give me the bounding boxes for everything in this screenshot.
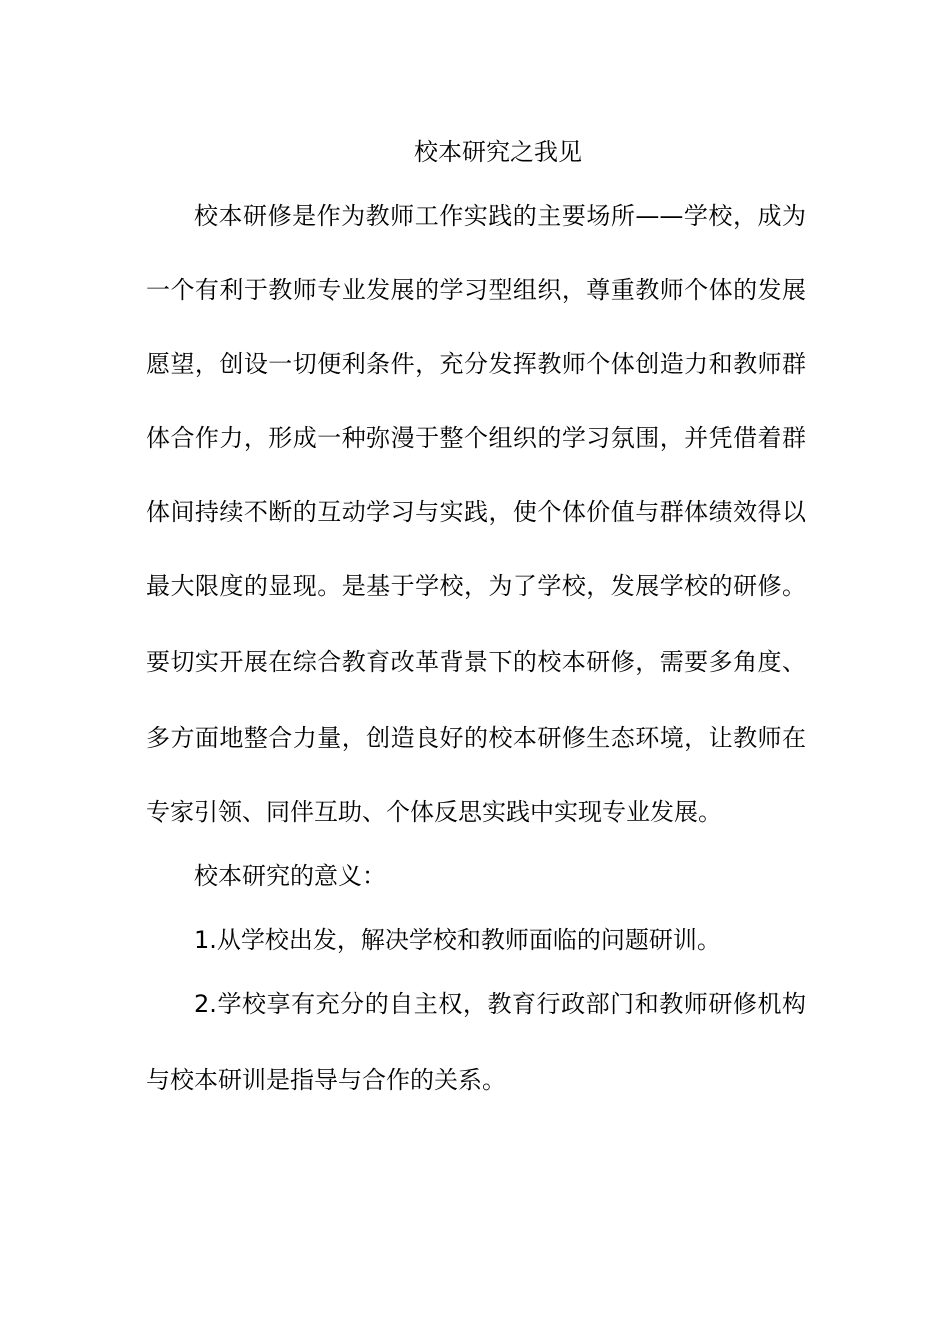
document-title: 校本研究之我见 <box>414 138 582 166</box>
paragraph-line: 校本研修是作为教师工作实践的主要场所——学校，成为 <box>194 202 806 230</box>
paragraph-line: 体间持续不断的互动学习与实践，使个体价值与群体绩效得以 <box>146 498 806 526</box>
paragraph-line: 多方面地整合力量，创造良好的校本研修生态环境，让教师在 <box>146 724 806 752</box>
paragraph-line: 专家引领、同伴互助、个体反思实践中实现专业发展。 <box>146 798 722 826</box>
paragraph-line: 愿望，创设一切便利条件，充分发挥教师个体创造力和教师群 <box>146 350 806 378</box>
paragraph-line: 最大限度的显现。是基于学校，为了学校，发展学校的研修。 <box>146 572 806 600</box>
list-item: 1.从学校出发，解决学校和教师面临的问题研训。 <box>194 926 721 954</box>
paragraph-line: 体合作力，形成一种弥漫于整个组织的学习氛围，并凭借着群 <box>146 424 806 452</box>
list-item-line: 2.学校享有充分的自主权，教育行政部门和教师研修机构 <box>194 990 806 1018</box>
paragraph-line: 要切实开展在综合教育改革背景下的校本研修，需要多角度、 <box>146 648 806 676</box>
paragraph-line: 一个有利于教师专业发展的学习型组织，尊重教师个体的发展 <box>146 276 806 304</box>
section-heading: 校本研究的意义： <box>194 862 386 890</box>
list-item-line: 与校本研训是指导与合作的关系。 <box>146 1066 506 1094</box>
